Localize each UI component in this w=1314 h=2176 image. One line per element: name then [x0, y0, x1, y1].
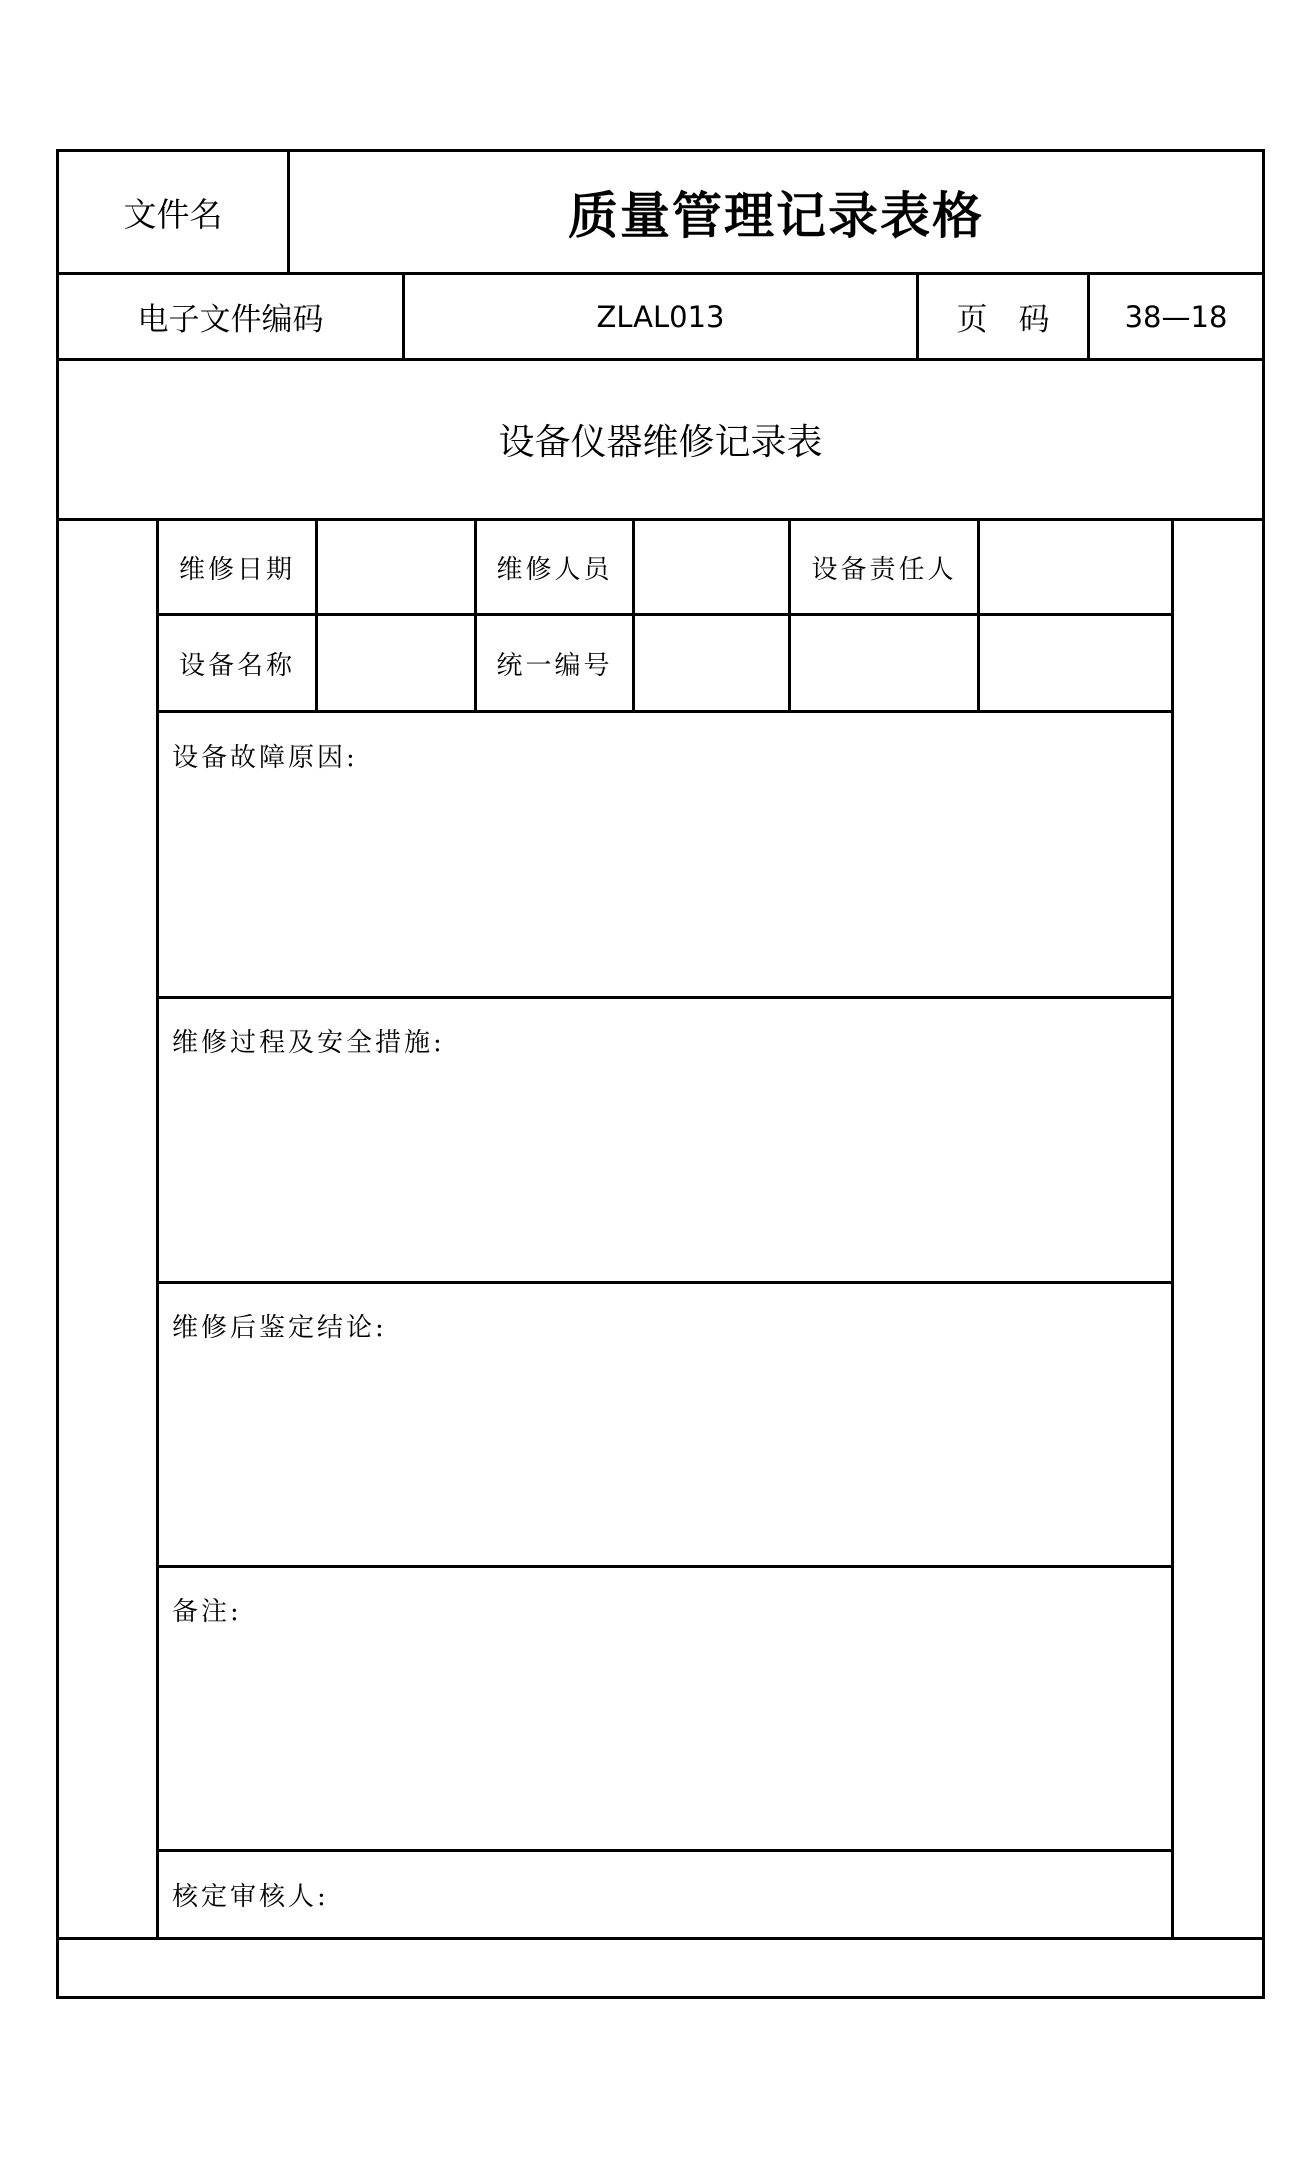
repair-date-label: 维修日期	[178, 554, 295, 585]
fault-cause-area[interactable]	[159, 780, 1171, 996]
file-name-label: 文件名	[123, 194, 223, 234]
repair-staff-value[interactable]	[635, 521, 788, 613]
info-block-bottom-border	[156, 710, 1174, 713]
process-safety-bottom-border	[156, 1281, 1174, 1284]
frame-bottom-border	[56, 1996, 1265, 1999]
unified-number-label: 统一编号	[496, 650, 613, 681]
equipment-name-value[interactable]	[318, 616, 474, 710]
fault-cause-label: 设备故障原因:	[172, 742, 358, 773]
repair-date-value[interactable]	[318, 521, 474, 613]
inner-table-right-border	[1171, 518, 1174, 1940]
extra-cell-1	[791, 616, 977, 710]
form-title: 设备仪器维修记录表	[498, 422, 823, 463]
process-safety-area[interactable]	[159, 1065, 1171, 1281]
page-number-label: 页 码	[956, 302, 1050, 338]
equipment-owner-label: 设备责任人	[811, 554, 957, 585]
verifier-label: 核定审核人:	[172, 1881, 329, 1912]
page-number-value: 38—18	[1124, 299, 1228, 334]
equipment-owner-value[interactable]	[980, 521, 1171, 613]
post-repair-conclusion-area[interactable]	[159, 1350, 1171, 1565]
repair-staff-label: 维修人员	[496, 554, 613, 585]
verifier-signature-area[interactable]	[330, 1852, 1171, 1937]
equipment-name-label: 设备名称	[178, 650, 295, 681]
electronic-code-value: ZLAL013	[596, 299, 725, 334]
fault-cause-bottom-border	[156, 996, 1174, 999]
unified-number-value[interactable]	[635, 616, 788, 710]
frame-right-border	[1262, 149, 1265, 1999]
remarks-label: 备注:	[172, 1596, 242, 1627]
remarks-area[interactable]	[159, 1634, 1171, 1849]
conclusion-bottom-border	[156, 1565, 1174, 1568]
post-repair-conclusion-label: 维修后鉴定结论:	[172, 1312, 387, 1343]
footer-empty-row	[59, 1940, 1262, 1996]
electronic-code-label: 电子文件编码	[137, 302, 324, 338]
document-title: 质量管理记录表格	[568, 187, 984, 245]
extra-cell-2	[980, 616, 1171, 710]
process-safety-label: 维修过程及安全措施:	[172, 1027, 445, 1058]
